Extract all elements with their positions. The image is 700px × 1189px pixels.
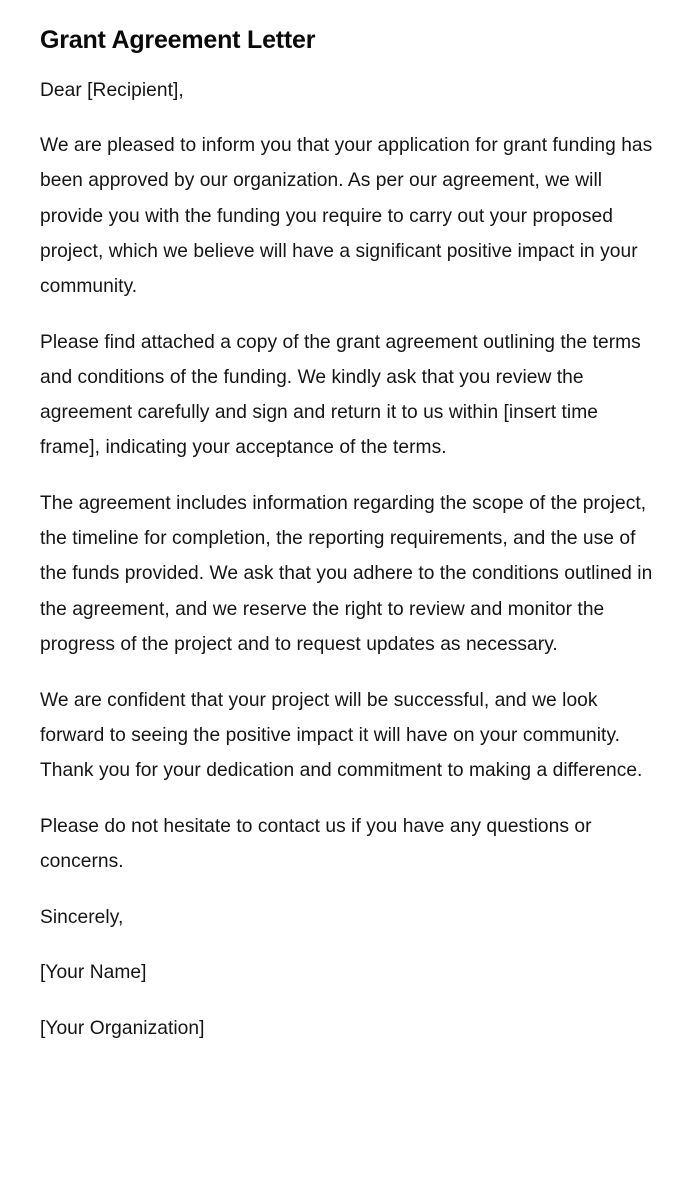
paragraph-agreement-details: The agreement includes information regarding the scope of the project, the timeline for completion, the reporting requirements, and the use of the funds provided. We ask that you adhere to the conditions outlined in the agreement, and we reserve the right to review and monitor the progress of the project and to request updates as necessary. [40, 493, 653, 655]
closing: Sincerely, [40, 906, 124, 928]
salutation: Dear [Recipient], [40, 80, 184, 101]
signature-organization: [Your Organization] [40, 1017, 205, 1039]
paragraph-approval: We are pleased to inform you that your application for grant funding has been approved by our organization. As per our agreement, we will provide you with the funding you require to carry out your proposed project, which we believe will have a significant positive impact in your community. [40, 135, 653, 298]
letter-title: Grant Agreement Letter [40, 26, 316, 54]
paragraph-contact: Please do not hesitate to contact us if you have any questions or concerns. [40, 815, 592, 872]
signature-name: [Your Name] [40, 962, 147, 984]
paragraph-agreement-attached: Please find attached a copy of the grant agreement outlining the terms and conditions of the funding. We kindly ask that you review the agreement carefully and sign and return it to us within [insert time frame], indicating your acceptance of the terms. [40, 331, 641, 459]
paragraph-confidence: We are confident that your project will be successful, and we look forward to seeing the positive impact it will have on your community. Thank you for your dedication and commitment to making a difference. [40, 689, 643, 781]
